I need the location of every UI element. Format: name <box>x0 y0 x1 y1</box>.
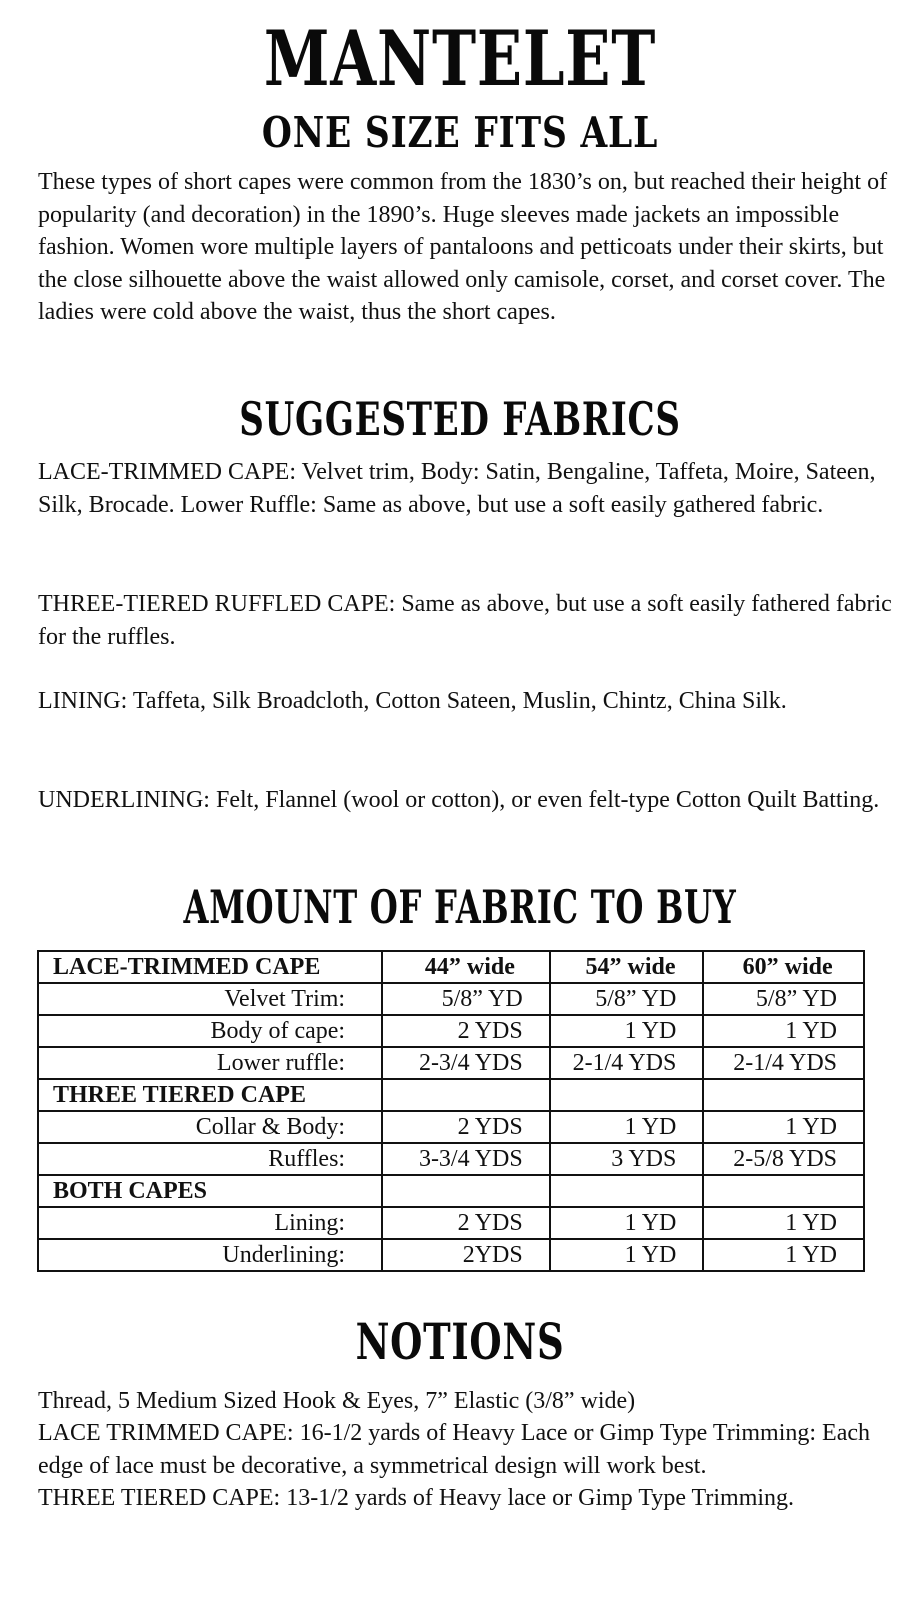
table-cell: 1 YD <box>550 1111 704 1143</box>
table-row <box>38 1143 864 1175</box>
table-row <box>38 1111 864 1143</box>
fabric-amount-table <box>37 950 865 1272</box>
table-cell: 5/8” YD <box>550 983 704 1015</box>
table-row <box>38 1015 864 1047</box>
table-cell: 2-3/4 YDS <box>382 1047 550 1079</box>
table-cell <box>382 1175 550 1207</box>
intro-paragraph: These types of short capes were common from the 1830’s on, but reached their height of popularity (and decoration) in the 1890’s. Huge sleeves made jackets an impossible fashion. Women wore multiple layers of pantaloons and petticoats under their skirts, but the close silhouette above the waist allowed only camisole, corset, and corset cover. The ladies were cold above the waist, thus the short capes. <box>38 169 888 325</box>
table-cell: 2-5/8 YDS <box>703 1143 864 1175</box>
table-row <box>38 1207 864 1239</box>
column-header: 44” wide <box>382 951 550 983</box>
page-title: MANTELET <box>263 14 657 103</box>
table-cell: 2YDS <box>382 1239 550 1271</box>
table-cell: 2-1/4 YDS <box>703 1047 864 1079</box>
notions-heading: NOTIONS <box>355 1312 565 1371</box>
table-section-row <box>38 1175 864 1207</box>
table-row <box>38 1239 864 1271</box>
notions-text <box>38 1385 898 1515</box>
row-label: Body of cape: <box>38 1015 382 1047</box>
row-label: Lining: <box>38 1207 382 1239</box>
notions-line: LACE TRIMMED CAPE: 16-1/2 yards of Heavy Lace or Gimp Type Trimming: Each edge of lace must be decorative, a symmetrical design will work best. <box>38 1420 871 1479</box>
page-subtitle: ONE SIZE FITS ALL <box>261 108 659 157</box>
row-label: Underlining: <box>38 1239 382 1271</box>
amount-of-fabric-heading: AMOUNT OF FABRIC TO BUY <box>183 880 737 934</box>
table-cell <box>703 1079 864 1111</box>
table-row <box>38 983 864 1015</box>
table-row <box>38 1047 864 1079</box>
lace-trimmed-fabrics-paragraph: LACE-TRIMMED CAPE: Velvet trim, Body: Satin, Bengaline, Taffeta, Moire, Sateen, Silk, Brocade. Lower Ruffle: Same as above, but use a soft easily gathered fabric. <box>38 459 876 518</box>
table-cell: 5/8” YD <box>703 983 864 1015</box>
section-label: BOTH CAPES <box>38 1175 382 1207</box>
table-cell: 1 YD <box>703 1111 864 1143</box>
row-label: Collar & Body: <box>38 1111 382 1143</box>
table-cell: 1 YD <box>703 1239 864 1271</box>
table-section-row <box>38 1079 864 1111</box>
column-header: 60” wide <box>703 951 864 983</box>
lining-fabrics-paragraph: LINING: Taffeta, Silk Broadcloth, Cotton Sateen, Muslin, Chintz, China Silk. <box>38 688 787 714</box>
underlining-fabrics-paragraph: UNDERLINING: Felt, Flannel (wool or cotton), or even felt-type Cotton Quilt Batting. <box>38 787 880 813</box>
table-cell: 2-1/4 YDS <box>550 1047 704 1079</box>
table-cell: 1 YD <box>550 1239 704 1271</box>
table-cell: 3 YDS <box>550 1143 704 1175</box>
table-cell: 2 YDS <box>382 1111 550 1143</box>
table-cell: 1 YD <box>550 1207 704 1239</box>
table-cell: 2 YDS <box>382 1207 550 1239</box>
table-cell: 1 YD <box>703 1207 864 1239</box>
table-cell <box>550 1079 704 1111</box>
table-cell <box>382 1079 550 1111</box>
notions-line: THREE TIERED CAPE: 13-1/2 yards of Heavy lace or Gimp Type Trimming. <box>38 1485 795 1512</box>
column-header: 54” wide <box>550 951 704 983</box>
section-label: THREE TIERED CAPE <box>38 1079 382 1111</box>
three-tiered-fabrics-paragraph: THREE-TIERED RUFFLED CAPE: Same as above, but use a soft easily fathered fabric for the ruffles. <box>38 591 892 650</box>
table-cell <box>703 1175 864 1207</box>
table-cell <box>550 1175 704 1207</box>
section-label: LACE-TRIMMED CAPE <box>38 951 382 983</box>
table-cell: 3-3/4 YDS <box>382 1143 550 1175</box>
table-cell: 1 YD <box>550 1015 704 1047</box>
row-label: Velvet Trim: <box>38 983 382 1015</box>
row-label: Ruffles: <box>38 1143 382 1175</box>
notions-line: Thread, 5 Medium Sized Hook & Eyes, 7” Elastic (3/8” wide) <box>38 1388 636 1414</box>
table-cell: 2 YDS <box>382 1015 550 1047</box>
suggested-fabrics-heading: SUGGESTED FABRICS <box>239 392 681 446</box>
table-cell: 1 YD <box>703 1015 864 1047</box>
row-label: Lower ruffle: <box>38 1047 382 1079</box>
table-cell: 5/8” YD <box>382 983 550 1015</box>
table-header-row <box>38 951 864 983</box>
